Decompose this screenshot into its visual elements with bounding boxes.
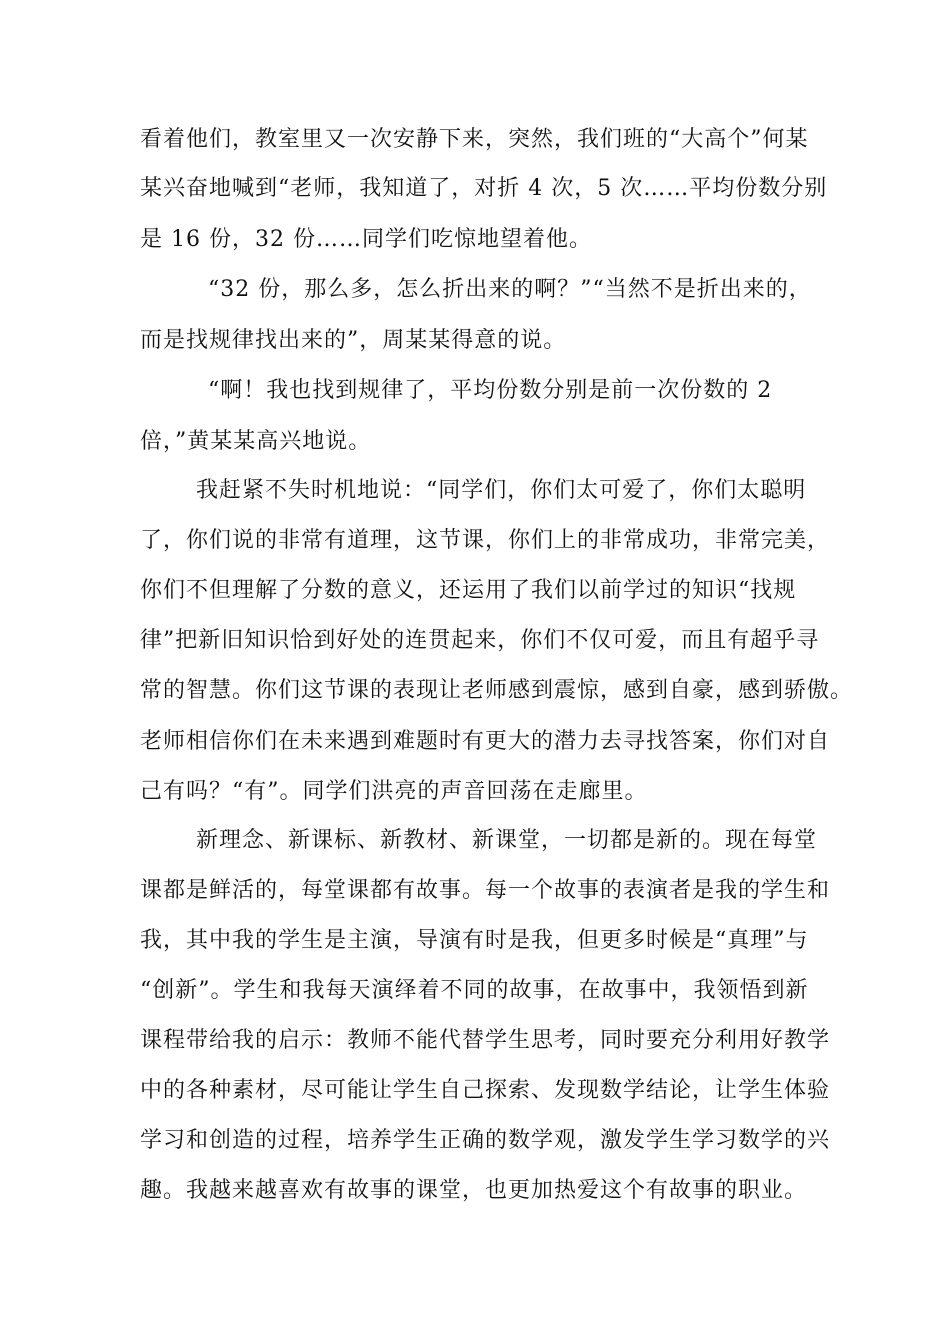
text-line: “32 份，那么多，怎么折出来的啊？”“当然不是折出来的， <box>208 277 812 302</box>
text-line: 某兴奋地喊到“老师，我知道了，对折 4 次，5 次……平均份数分别 <box>140 176 828 201</box>
text-line: 是 16 份，32 份……同学们吃惊地望着他。 <box>140 227 592 252</box>
text-line: 你们不但理解了分数的意义，还运用了我们以前学过的知识“找规 <box>140 578 797 603</box>
text-line: 倍，”黄某某高兴地说。 <box>140 429 372 454</box>
text-line: 课都是鲜活的，每堂课都有故事。每一个故事的表演者是我的学生和 <box>140 878 831 903</box>
text-line: 课程带给我的启示：教师不能代替学生思考，同时要充分利用好教学 <box>140 1028 831 1053</box>
text-line: 律”把新旧知识恰到好处的连贯起来，你们不仅可爱，而且有超乎寻 <box>140 628 820 653</box>
text-line: “创新”。学生和我每天演绎着不同的故事，在故事中，我领悟到新 <box>140 978 809 1003</box>
text-line: 中的各种素材，尽可能让学生自己探索、发现数学结论，让学生体验 <box>140 1078 831 1103</box>
text-line: 我，其中我的学生是主演，导演有时是我，但更多时候是“真理”与 <box>140 928 809 953</box>
text-line: 趣。我越来越喜欢有故事的课堂，也更加热爱这个有故事的职业。 <box>140 1178 808 1203</box>
text-line: 看着他们，教室里又一次安静下来，突然，我们班的“大高个”何某 <box>140 127 809 152</box>
text-line: 常的智慧。你们这节课的表现让老师感到震惊，感到自豪，感到骄傲。 <box>140 678 854 703</box>
text-line: 新理念、新课标、新教材、新课堂，一切都是新的。现在每堂 <box>196 828 818 853</box>
text-line: 老师相信你们在未来遇到难题时有更大的潜力去寻找答案，你们对自 <box>140 729 831 754</box>
text-line: 了，你们说的非常有道理，这节课，你们上的非常成功，非常完美， <box>140 528 831 553</box>
text-line: “啊！我也找到规律了，平均份数分别是前一次份数的 2 <box>208 378 773 403</box>
text-line: 我赶紧不失时机地说：“同学们，你们太可爱了，你们太聪明 <box>196 478 807 503</box>
text-line: 己有吗？“有”。同学们洪亮的声音回荡在走廊里。 <box>140 779 648 804</box>
text-line: 而是找规律找出来的”，周某某得意的说。 <box>140 328 567 353</box>
text-line: 学习和创造的过程，培养学生正确的数学观，激发学生学习数学的兴 <box>140 1128 831 1153</box>
